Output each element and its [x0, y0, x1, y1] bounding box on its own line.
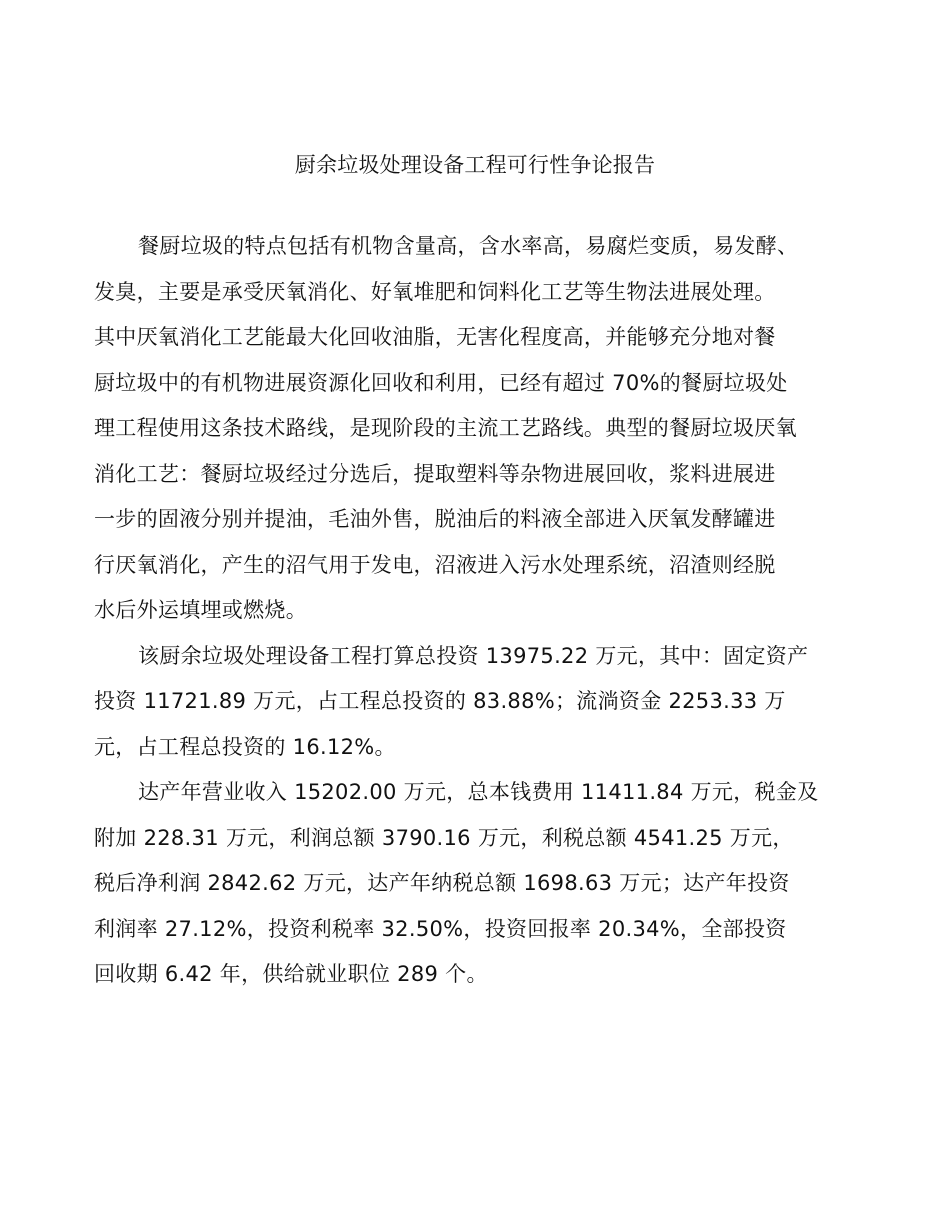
paragraph-3-line-4: 利润率 27.12%，投资利税率 32.50%，投资回报率 20.34%，全部投资: [94, 916, 787, 941]
paragraph-1-line-9: 水后外运填埋或燃烧。: [94, 598, 307, 622]
body-text: [94, 224, 864, 998]
paragraph-1-line-4: 厨垃圾中的有机物进展资源化回收和利用，已经有超过 70%的餐厨垃圾处: [94, 370, 788, 395]
paragraph-1-line-3: 其中厌氧消化工艺能最大化回收油脂，无害化程度高，并能够充分地对餐: [94, 325, 776, 349]
paragraph-2-line-1: 该厨余垃圾处理设备工程打算总投资 13975.22 万元，其中：固定资产: [138, 643, 809, 668]
paragraph-1-line-5: 理工程使用这条技术路线，是现阶段的主流工艺路线。典型的餐厨垃圾厌氧: [94, 416, 797, 440]
paragraph-3-line-3: 税后净利润 2842.62 万元，达产年纳税总额 1698.63 万元；达产年投资: [94, 871, 790, 895]
paragraph-3-line-5: 回收期 6.42 年，供给就业职位 289 个。: [94, 962, 488, 986]
paragraph-3-line-1: 达产年营业收入 15202.00 万元，总本钱费用 11411.84 万元，税金及: [138, 780, 819, 804]
paragraph-1-line-2: 发臭，主要是承受厌氧消化、好氧堆肥和饲料化工艺等生物法进展处理。: [94, 279, 776, 304]
paragraph-2-line-2: 投资 11721.89 万元，占工程总投资的 83.88%；流淌资金 2253.33 万: [94, 689, 786, 713]
paragraph-1-line-7: 一步的固液分别并提油，毛油外售，脱油后的料液全部进入厌氧发酵罐进: [94, 507, 776, 531]
paragraph-1-line-8: 行厌氧消化，产生的沼气用于发电，沼液进入污水处理系统，沼渣则经脱: [94, 552, 776, 577]
paragraph-2-line-3: 元，占工程总投资的 16.12%。: [94, 734, 396, 759]
page-title: 厨余垃圾处理设备工程可行性争论报告: [294, 153, 656, 177]
paragraph-1-line-1: 餐厨垃圾的特点包括有机物含量高，含水率高，易腐烂变质，易发酵、: [138, 234, 799, 258]
paragraph-1-line-6: 消化工艺：餐厨垃圾经过分选后，提取塑料等杂物进展回收，浆料进展进: [94, 461, 776, 486]
paragraph-3-line-2: 附加 228.31 万元，利润总额 3790.16 万元，利税总额 4541.25 万元，: [94, 825, 794, 850]
